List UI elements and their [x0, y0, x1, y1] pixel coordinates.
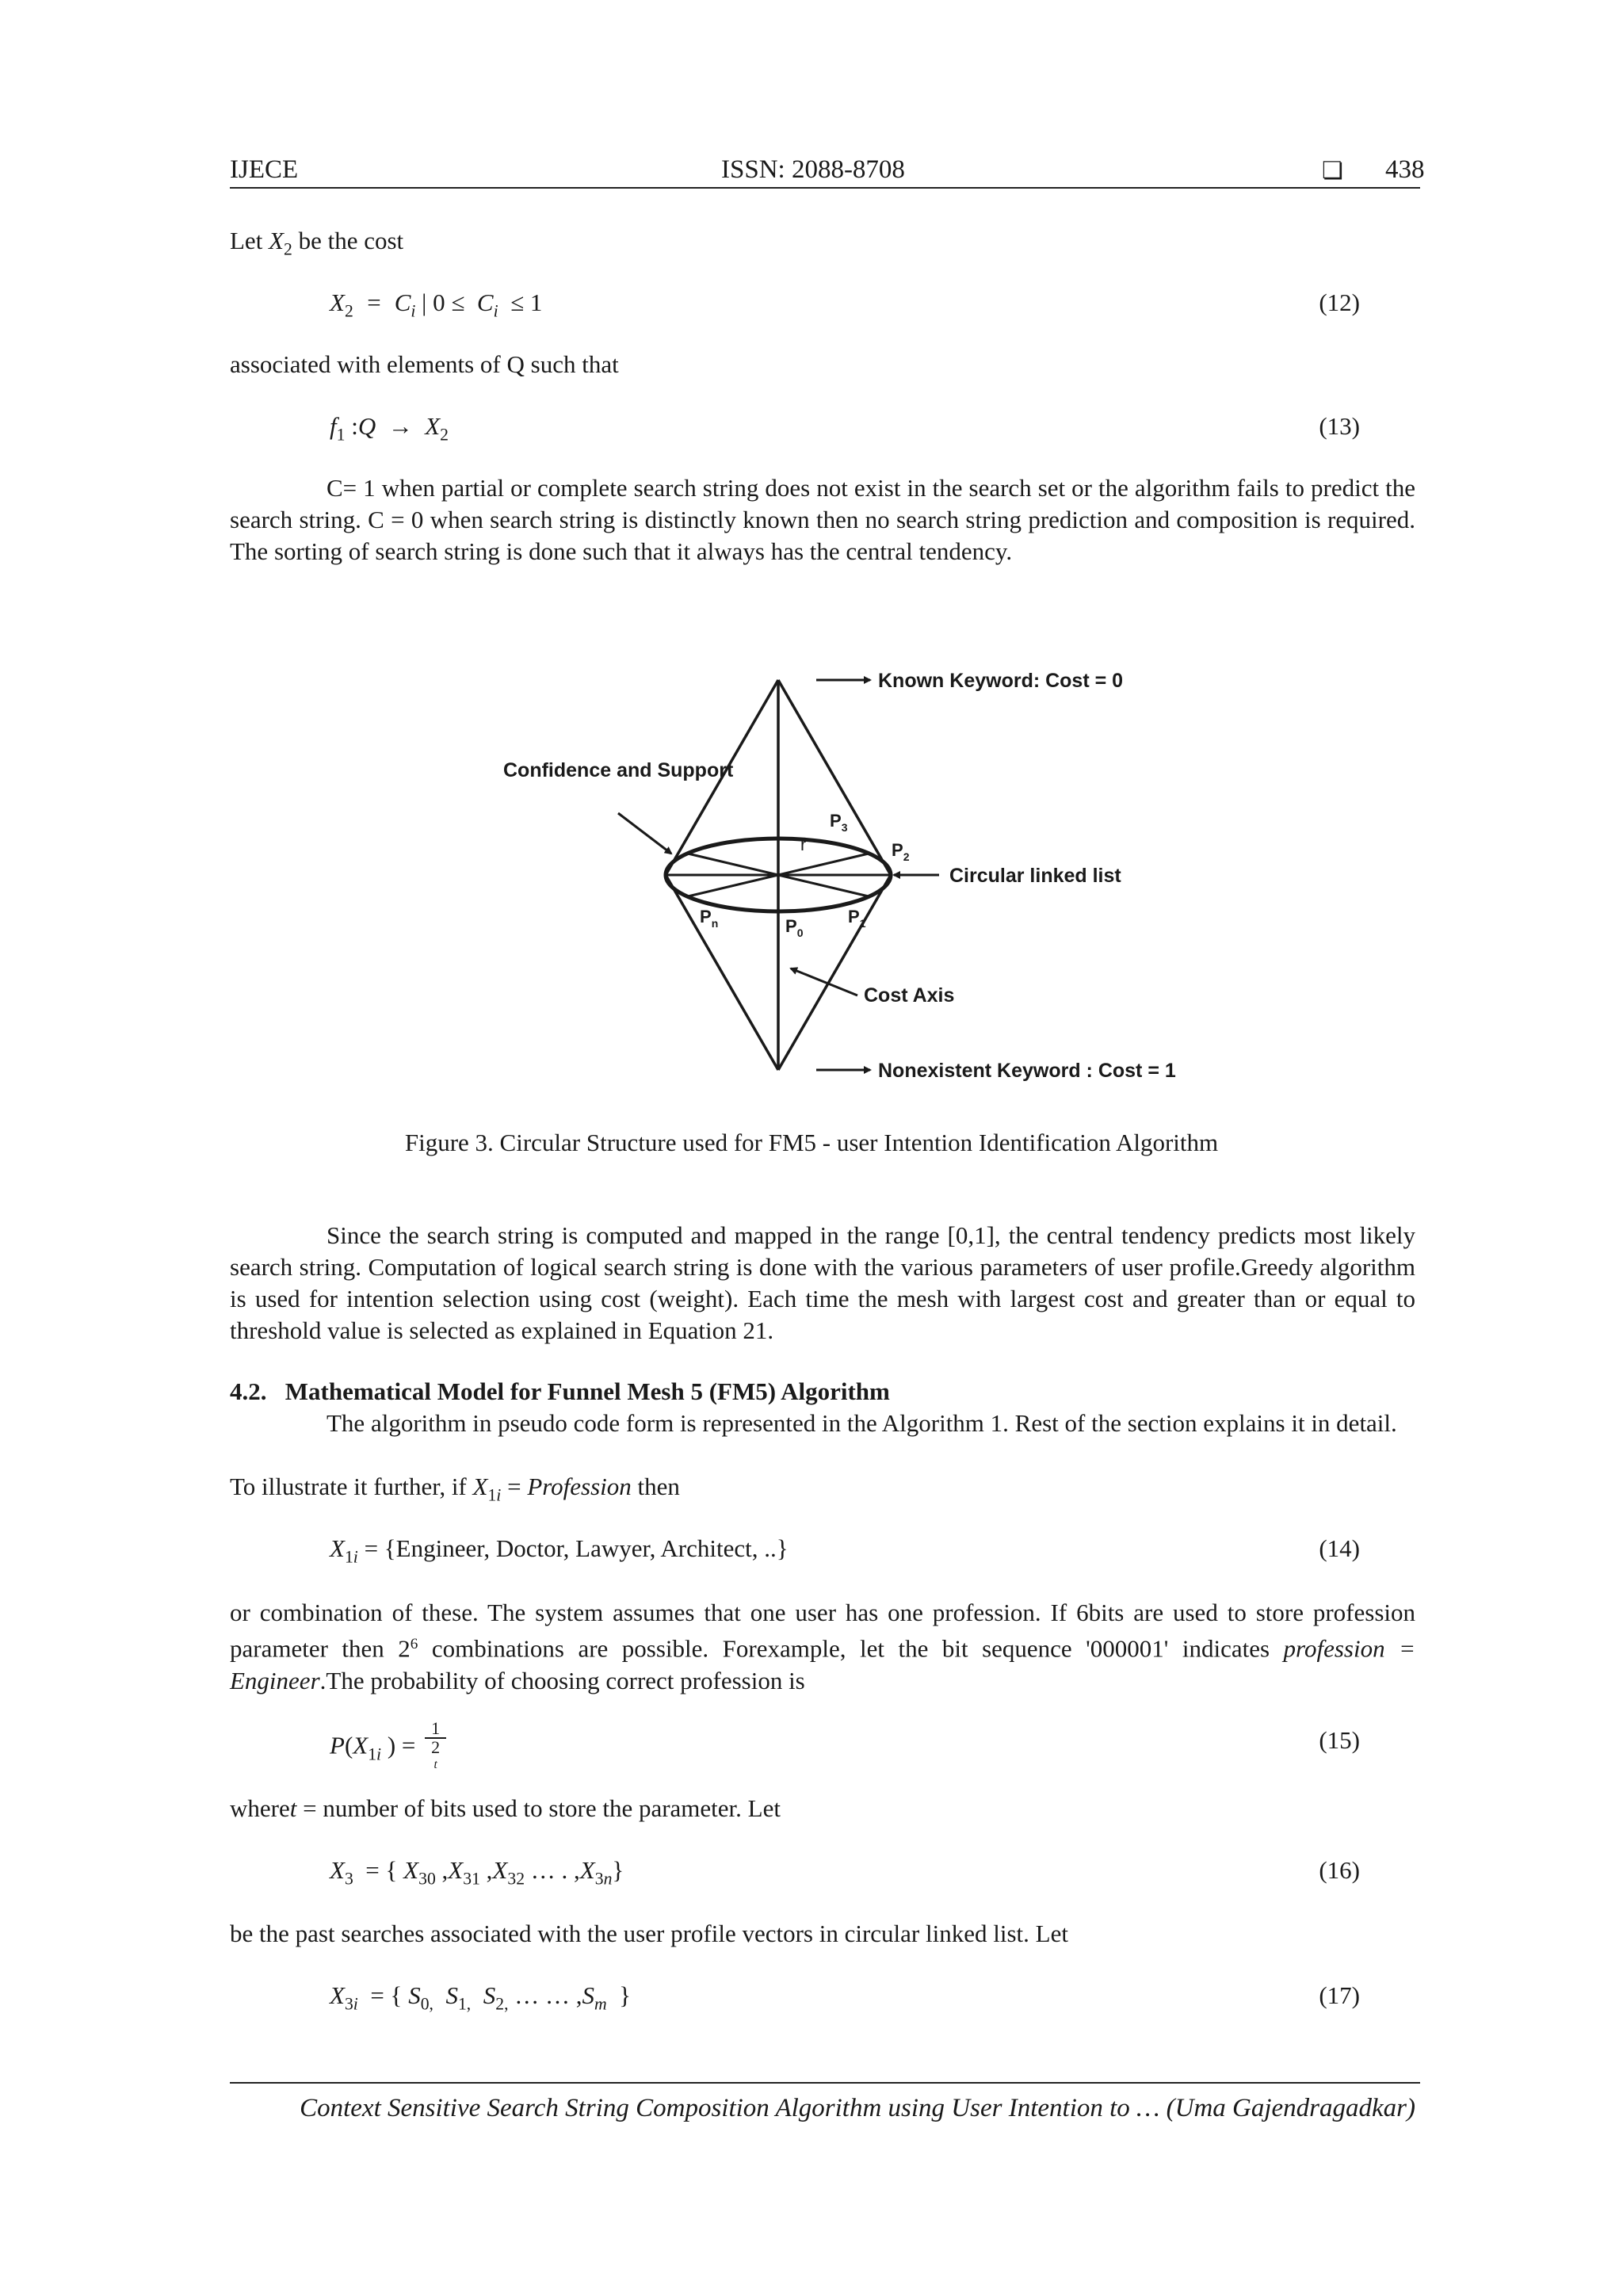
- footer-rule: [230, 2082, 1420, 2084]
- paragraph-algorithm-intro: The algorithm in pseudo code form is represented in the Algorithm 1. Rest of the section explains it in detail.: [327, 1409, 1397, 1437]
- box-icon: ❏: [1322, 157, 1343, 185]
- header-rule: [230, 187, 1420, 189]
- label-confidence: Confidence and Support: [503, 759, 734, 781]
- let-x2-line: Let $X_2$ be the cost: [230, 227, 404, 259]
- equation-15: $P(X_{1i}$ ) = 1 2 $^t$: [330, 1720, 446, 1776]
- paragraph-cost-definition: C= 1 when partial or complete search string does not exist in the search set or the algorithm fails to predict the search string. C = 0 when search string is distinctly known then no search string prediction and composition is required. The sorting of search string is done such that it always has the central tendency.: [230, 474, 1415, 565]
- equation-number-17: (17): [1319, 1981, 1360, 2009]
- label-p1: $P_1$: [848, 907, 866, 930]
- label-p2: $P_2$: [892, 840, 910, 863]
- journal-name: IJECE: [230, 155, 299, 184]
- equation-number-16: (16): [1319, 1856, 1360, 1884]
- arrow-confidence: [618, 813, 671, 854]
- fraction: 1 2 $^t$: [425, 1720, 446, 1776]
- label-known: Known Keyword: Cost = 0: [878, 670, 1124, 692]
- equation-13: $f_1$ :Q → $X_2$: [330, 412, 449, 445]
- figure-caption: Figure 3. Circular Structure used for FM5 - user Intention Identification Algorithm: [404, 1129, 1219, 1156]
- label-p0: $P_0$: [785, 916, 804, 939]
- paragraph-central-tendency: Since the search string is computed and mapped in the range [0,1], the central tendency predicts most likely search string. Computation of logical search string is done with the various parameters of user profile.Greedy algorithm is used for intention selection using cost (weight). Each time the mesh with largest cost and greater than or equal to threshold value is selected as explained in Equation 21.: [230, 1221, 1415, 1344]
- equation-number-13: (13): [1319, 412, 1360, 440]
- equation-number-15: (15): [1319, 1726, 1360, 1754]
- equation-17: $X_{3i}$ = { $S_{0,}$ $S_{1,}$ $S_{2,}$ … … $,S_m$ }: [330, 1981, 632, 2014]
- issn: ISSN: 2088-8708: [721, 155, 905, 184]
- equation-12: $X_2 = C_i$ | $0 \le C_i \le 1$: [330, 288, 543, 321]
- illustrate-line: To illustrate it further, if $X_{1i}$ = Profession then: [230, 1473, 680, 1505]
- paragraph-profession: or combination of these. The system assumes that one user has one profession. If 6bits are used to store profession parameter then $2^6$ combinations are possible. Forexample, let the bit sequence '000001' indicates profession = Engineer.The probability of choosing correct profession is: [230, 1599, 1415, 1694]
- label-circular: Circular linked list: [949, 865, 1121, 887]
- equation-16: $X_3$ = { $X_{30}$ $,X_{31}$ $,X_{32}$ … . $,X_{3n}$}: [330, 1856, 624, 1889]
- equation-14: $X_{1i}$ = {Engineer, Doctor, Lawyer, Architect, ..}: [330, 1534, 789, 1567]
- associated-line: associated with elements of Q such that: [230, 350, 619, 378]
- page-number: 438: [1385, 155, 1425, 184]
- label-pn: $P_n$: [700, 907, 719, 930]
- past-searches-line: be the past searches associated with the user profile vectors in circular linked list. Let: [230, 1920, 1068, 1947]
- where-line: wheret = number of bits used to store the parameter. Let: [230, 1794, 781, 1822]
- section-heading: 4.2. Mathematical Model for Funnel Mesh 5 (FM5) Algorithm: [230, 1377, 890, 1405]
- equation-number-14: (14): [1319, 1534, 1360, 1562]
- figure-circular-structure: [475, 658, 1189, 1102]
- label-r: r: [800, 835, 807, 854]
- label-p3: $P_3$: [830, 811, 848, 834]
- equation-number-12: (12): [1319, 288, 1360, 316]
- running-title: Context Sensitive Search String Composition Algorithm using User Intention to … (Uma Gajendragadkar): [300, 2094, 1415, 2122]
- label-nonexistent: Nonexistent Keyword : Cost = 1: [878, 1060, 1176, 1082]
- label-cost-axis: Cost Axis: [864, 984, 955, 1007]
